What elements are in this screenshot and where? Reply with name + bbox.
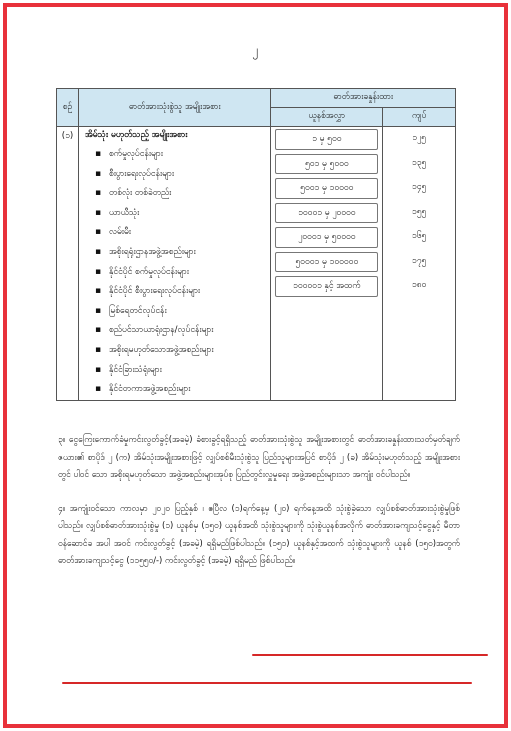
list-item: ▪ နိုင်ငံတကာအဖွဲ့အစည်းများ bbox=[109, 380, 271, 400]
rate-value: ၁၅၅ bbox=[411, 206, 427, 217]
list-item: ▪ တစ်လုံး တစ်ခဲတည်း bbox=[109, 184, 271, 204]
tariff-table bbox=[56, 88, 456, 401]
unit-ranges-cell bbox=[271, 127, 383, 401]
list-item: ▪ စည်ပင်သာယာရုံးဌာန/လုပ်ငန်းများ bbox=[109, 321, 271, 341]
list-item: ▪ လမ်းမီး bbox=[109, 223, 271, 243]
rate-value: ၁၂၅ bbox=[412, 133, 426, 143]
red-underline-annotation bbox=[62, 682, 472, 684]
header-rate: ကျပ် bbox=[383, 108, 456, 127]
rate-value: ၁၄၅ bbox=[411, 182, 427, 192]
list-item: ▪ အစိုးရမဟုတ်သောအဖွဲ့အစည်းများ bbox=[109, 341, 271, 361]
paragraph-exemption-period-text: ၄။ အကျုံးဝင်သော ကာလမှာ ၂၀၂၀ ပြည့်နှစ် ၊ ဧပြီလ (၁)ရက်နေ့မှ (၂၀) ရက်နေ့အထိ သုံးစွဲခဲ့သော လျှပ်စစ်ဓာတ်အားသုံးစွဲမှုဖြစ်ပါသည်။ လျှပ်စစ်ဓာတ်အားသုံးစွဲမှု (၁) ယူနစ်မှ (၁၅၀) ယူနစ်အထိ သုံးစွဲသူများကို သုံးစွဲယူနစ်အလိုက် ဓာတ်အားခကျသင့်ငွေနှင့် မီတာဝန်ဆောင်ခ အပါ အဝင် ကင်းလွတ်ခွင့် (အခမဲ့) ရရှိမည်ဖြစ်ပါသည်။ bbox=[58, 502, 460, 548]
rate-value: ၁၆၅ bbox=[411, 231, 427, 241]
header-consumer-type: ဓာတ်အားသုံးစွဲသူ အမျိုးအစား bbox=[78, 89, 271, 127]
category-title: အိမ်သုံး မဟုတ်သည့် အမျိုးအစား bbox=[84, 130, 188, 140]
body-paragraphs bbox=[58, 431, 460, 570]
list-item: ▪ နိုင်ငံပိုင် စက်မှုလုပ်ငန်းများ bbox=[109, 263, 271, 283]
highlighted-sentence: (၁၅၁) ယူနစ်နှင့်အထက် သုံးစွဲသူများကို ယူနစ် (၁၅၀)အတွက် ဓာတ်အားခကျသင့်ငွေ (၁၁၅၅၀/-) ကင်းလွတ်ခွင့် (အခမဲ့) ရရှိမည် ဖြစ်ပါသည်။ bbox=[58, 537, 461, 565]
row-number: (၁) bbox=[57, 127, 79, 401]
unit-range: ၅၀၁ မှ ၅၀၀၀ bbox=[275, 154, 378, 175]
rate-value: ၁၃၅ bbox=[411, 157, 427, 168]
list-item: ▪ အစိုးရရုံးဌာနအဖွဲ့အစည်းများ bbox=[109, 243, 271, 263]
header-rate-group: ဓာတ်အားခနှုန်းထား bbox=[271, 89, 456, 108]
paragraph-exemption-period bbox=[58, 500, 460, 570]
unit-range: ၅၀၀၁ မှ ၁၀၀၀၀ bbox=[275, 178, 378, 199]
consumer-type-list bbox=[79, 145, 271, 400]
unit-range: ၂၀၀၀၁ မှ ၅၀၀၀၀ bbox=[275, 227, 378, 248]
list-item: ▪ မြစ်ရေတင်လုပ်ငန်း bbox=[109, 302, 271, 322]
red-underline-annotation bbox=[252, 654, 488, 656]
page-number: ၂ bbox=[252, 43, 259, 57]
list-item: ▪ စက်မှုလုပ်ငန်းများ bbox=[109, 145, 271, 165]
unit-range: ၁ မှ ၅၀၀ bbox=[275, 129, 378, 150]
unit-range: ၁၀၀၀၀၁ နှင့် အထက် bbox=[275, 276, 378, 297]
header-units: ယူနစ်အလွှာ bbox=[271, 108, 383, 127]
paragraph-exemption-eligibility: ၃။ ငွေကြေးကောက်ခံမှုကင်းလွတ်ခွင့်(အခမဲ့) ခံစားခွင့်ရရှိသည့် ဓာတ်အားသုံးစွဲသူ အမျိုးအစားတွင် ဓာတ်အားခနှုန်းထားသတ်မှတ်ချက်ဇယား၏ စာပိုဒ် ၂ (က) အိမ်သုံးအမျိုးအစားဖြင့် လျှပ်စစ်မီးသုံးစွဲသူ ပြည်သူများအပြင် စာပိုဒ် ၂ (ခ) အိမ်သုံးမဟုတ်သည့် အမျိုးအစားတွင် ပါဝင် သော အစိုးရမဟုတ်သော အဖွဲ့အစည်းများအုပ်စု ပြည်တွင်းလှူမှုရေး အဖွဲ့အစည်းများသာ အကျုံး ဝင်ပါသည်။ bbox=[58, 434, 460, 479]
consumer-type-cell bbox=[78, 127, 271, 401]
unit-range: ၁၀၀၀၁ မှ ၂၀၀၀၀ bbox=[275, 203, 378, 224]
rates-cell bbox=[383, 127, 456, 401]
header-no: စဉ် bbox=[57, 89, 79, 127]
list-item: ▪ ယာယီသုံး bbox=[109, 204, 271, 224]
list-item: ▪ နိုင်ငံခြားသံရုံးများ bbox=[109, 361, 271, 381]
list-item: ▪ နိုင်ငံပိုင် စီးပွားရေးလုပ်ငန်းများ bbox=[109, 282, 271, 302]
rate-value: ၁၈၀ bbox=[411, 280, 427, 290]
unit-range: ၅၀၀၀၁ မှ ၁၀၀၀၀၀ bbox=[275, 252, 378, 273]
list-item: ▪ စီးပွားရေးလုပ်ငန်းများ bbox=[109, 165, 271, 185]
rate-value: ၁၇၅ bbox=[411, 255, 427, 266]
